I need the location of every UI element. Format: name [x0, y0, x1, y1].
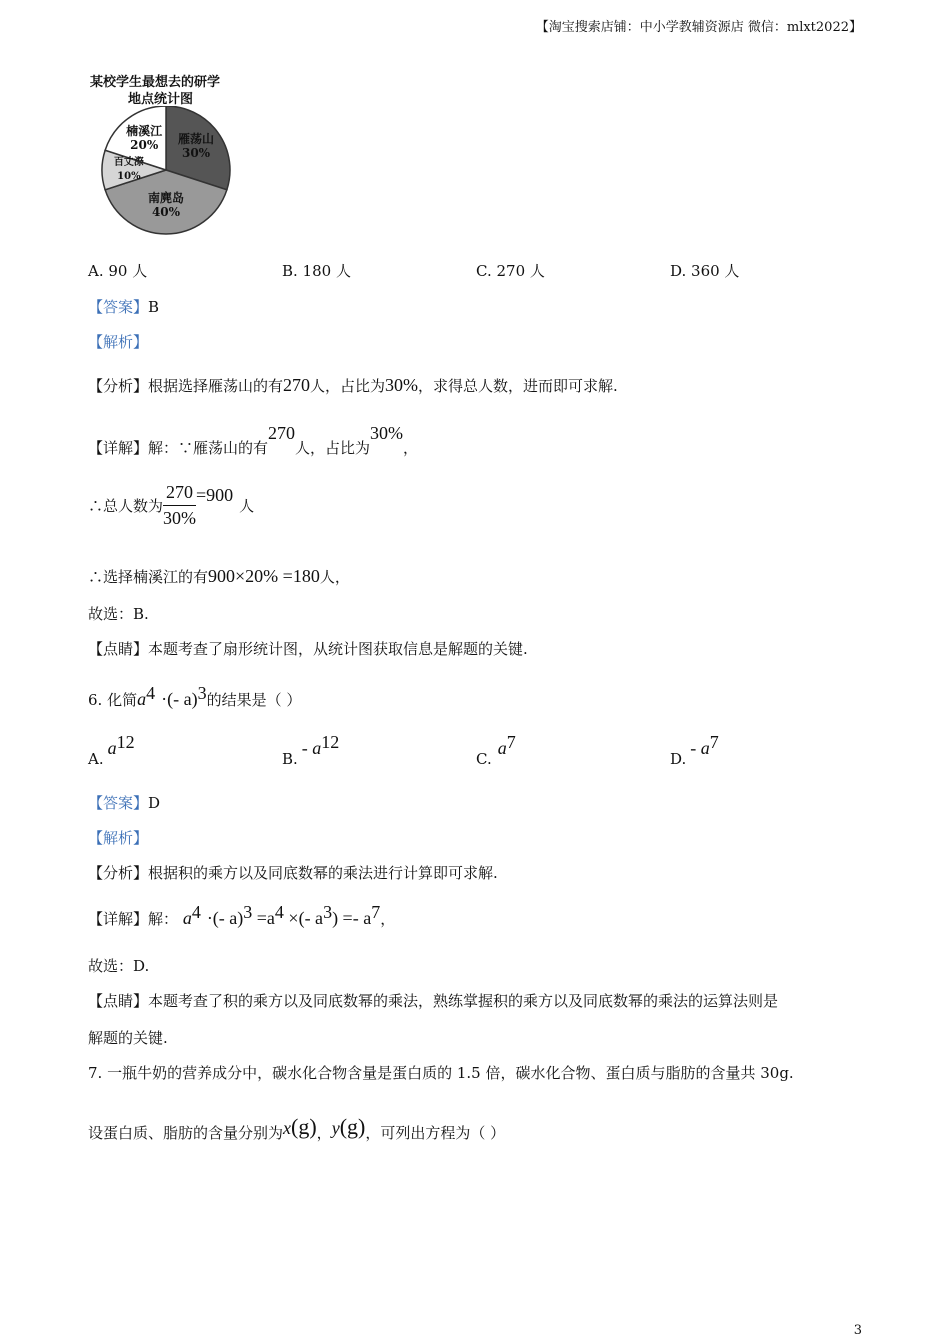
detail-text-a: 解：∵雁荡山的有: [148, 439, 269, 457]
option-label: B.: [282, 750, 298, 768]
detail-num-270: 270: [268, 423, 296, 443]
detail-expr: a: [182, 908, 192, 928]
choose-expression: 900×20% =180: [208, 566, 320, 586]
var-y: y: [331, 1118, 340, 1138]
q5-option-d: D. 360 人: [670, 262, 740, 280]
q5-detail: [88, 423, 418, 459]
detail-text-a: 解：: [148, 910, 179, 928]
option-label: C.: [476, 750, 492, 768]
pie-slice-label: 百丈漈: [113, 157, 144, 168]
q5-option-b: B. 180 人: [282, 262, 351, 280]
answer-tag: 【答案】: [88, 794, 149, 812]
q7-line2-a: 设蛋白质、脂肪的含量分别为: [88, 1124, 284, 1142]
option-exp: 12: [321, 732, 340, 752]
detail-text-c: ，: [380, 910, 396, 928]
answer-tag: 【答案】: [88, 298, 149, 316]
detail-text-b: 人，占比为: [295, 439, 371, 457]
q7-line1: 7. 一瓶牛奶的营养成分中，碳水化合物含量是蛋白质的 1.5 倍，碳水化合物、蛋白质与脂肪的含量共 30g.: [88, 1064, 794, 1082]
comment-text: 本题考查了扇形统计图，从统计图获取信息是解题的关键.: [148, 640, 528, 658]
q6-detail: [88, 902, 395, 929]
separator: ，: [316, 1124, 332, 1142]
unit-g: (g): [339, 1114, 366, 1139]
q6-stem-b: 的结果是（ ）: [206, 691, 302, 709]
q6-stem: [88, 683, 301, 710]
fraction-denominator: 30%: [163, 508, 197, 528]
option-exp: 7: [506, 732, 516, 752]
pie-slice-percent: 10%: [117, 171, 141, 182]
detail-exp: 3: [243, 902, 253, 922]
pie-slice-percent: 20%: [130, 137, 159, 152]
comment-text-l1: 本题考查了积的乘方以及同底数幂的乘法，熟练掌握积的乘方以及同底数幂的乘法的运算法则是: [148, 992, 779, 1010]
q7-line2-b: ，可列出方程为（ ）: [365, 1124, 506, 1142]
detail-expr: =a: [252, 908, 275, 928]
fenxi-text-b: 人，占比为: [310, 377, 386, 395]
detail-exp: 3: [323, 902, 333, 922]
fenxi-num-30pct: 30%: [385, 375, 419, 395]
q5-pick: 故选：B.: [88, 605, 149, 623]
q6-option-a: [88, 732, 135, 769]
option-base: a: [312, 738, 322, 758]
fenxi-tag: 【分析】: [88, 377, 149, 395]
fenxi-tag: 【分析】: [88, 864, 149, 882]
detail-exp: 4: [191, 902, 201, 922]
q5-option-a: A. 90 人: [88, 262, 148, 280]
pie-slice-label: 雁荡山: [178, 132, 215, 147]
choose-text-a: ∴选择楠溪江的有: [88, 568, 209, 586]
q6-stem-exp1: 4: [146, 683, 156, 703]
fraction-numerator: 270: [163, 482, 196, 506]
fenxi-num-270: 270: [283, 375, 311, 395]
answer-value: D: [148, 794, 161, 812]
q6-option-b: [282, 732, 340, 769]
q5-comment: [88, 638, 528, 659]
detail-exp: 4: [274, 902, 284, 922]
option-sign: -: [690, 738, 701, 758]
analysis-tag: 【解析】: [88, 829, 149, 847]
q7-line2: [88, 1114, 506, 1144]
pie-slice-percent: 30%: [181, 146, 211, 161]
q5-fenxi: [88, 375, 618, 396]
analysis-tag: 【解析】: [88, 333, 149, 351]
q5-answer-line: [88, 296, 159, 317]
detail-tag: 【详解】: [88, 439, 149, 457]
total-text-b: 人: [239, 497, 255, 515]
option-base: a: [107, 738, 117, 758]
q6-pick: 故选：D.: [88, 957, 150, 975]
detail-expr: ) =- a: [332, 908, 372, 928]
page-number: 3: [853, 1323, 862, 1338]
pie-slice-label: 楠溪江: [126, 123, 163, 138]
option-exp: 12: [116, 732, 135, 752]
var-x: x: [283, 1118, 292, 1138]
fenxi-text-c: ，求得总人数，进而即可求解.: [418, 377, 618, 395]
chart-title: [90, 74, 250, 108]
answer-value: B: [148, 298, 160, 316]
detail-expr: ·(- a): [206, 908, 244, 928]
chart-title-line1: 某校学生最想去的研学: [90, 75, 221, 90]
q6-option-c: [476, 732, 516, 769]
detail-text-c: ，: [403, 439, 419, 457]
option-sign: -: [301, 738, 313, 758]
q5-option-c: C. 270 人: [476, 262, 545, 280]
total-fraction: [163, 482, 196, 529]
detail-num-30pct: 30%: [370, 423, 404, 443]
q6-stem-a: 6. 化简: [88, 691, 138, 709]
comment-tag: 【点睛】: [88, 640, 149, 658]
q5-choose: [88, 566, 350, 587]
q6-comment-l2: 解题的关键.: [88, 1029, 168, 1047]
option-exp: 7: [709, 732, 719, 752]
pie-slice-label: 南麂岛: [147, 191, 185, 206]
detail-exp: 7: [371, 902, 381, 922]
q6-stem-base: a: [137, 689, 147, 709]
option-label: D.: [670, 750, 687, 768]
option-label: A.: [88, 750, 104, 768]
comment-tag: 【点睛】: [88, 992, 149, 1010]
total-equals: =900: [196, 485, 234, 505]
q6-fenxi: [88, 862, 498, 883]
choose-text-b: 人，: [319, 568, 350, 586]
pie-chart: [98, 106, 238, 236]
q5-total: [88, 482, 254, 529]
unit-g: (g): [291, 1114, 317, 1139]
q6-stem-mid: ·(- a): [161, 689, 198, 709]
pie-slice-percent: 40%: [151, 205, 181, 220]
chart-title-line2: 地点统计图: [128, 92, 194, 107]
page-header: 【淘宝搜索店铺：中小学教辅资源店 微信：mlxt2022】: [535, 20, 862, 35]
detail-expr: ×(- a: [283, 908, 324, 928]
fenxi-text: 根据积的乘方以及同底数幂的乘法进行计算即可求解.: [148, 864, 498, 882]
option-base: a: [700, 738, 710, 758]
detail-tag: 【详解】: [88, 910, 149, 928]
q6-option-d: [670, 732, 719, 769]
q6-answer-line: [88, 792, 160, 813]
q6-comment: [88, 990, 778, 1011]
option-base: a: [497, 738, 507, 758]
fenxi-text-a: 根据选择雁荡山的有: [148, 377, 284, 395]
q6-stem-exp2: 3: [197, 683, 207, 703]
total-text-a: ∴总人数为: [88, 497, 164, 515]
